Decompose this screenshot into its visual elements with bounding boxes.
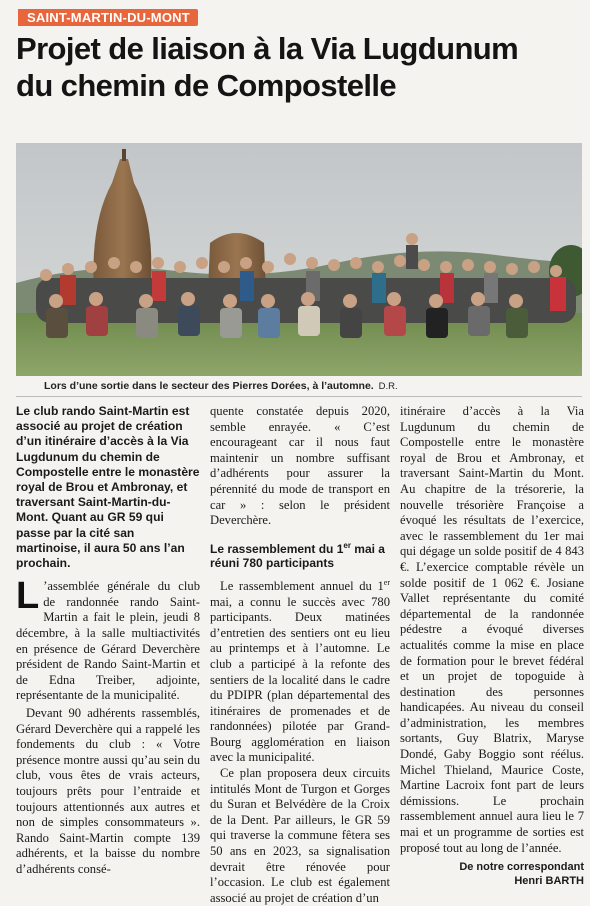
subheading-text-end: mai a réuni 780 participants <box>210 541 385 571</box>
divider <box>16 396 582 397</box>
dropcap: L <box>16 575 40 618</box>
headline <box>16 30 581 104</box>
byline-author: Henri BARTH <box>514 875 584 888</box>
photo-credit: D.R. <box>378 381 398 392</box>
photo-caption <box>44 380 564 392</box>
paragraph-3: Le rassemblement annuel du 1er mai, a connu le succès avec 780 participants. Deux matinées d’entretien des sentiers ont eu lieu au printemps et à l’automne. Le club a participé à la refonte des sentiers de la localité dans le cadre du PDIPR (plan départemental des itinéraires de promenades et de randonnées) pilotée par Grand-Bourg agglomération en liaison avec la municipalité. <box>210 577 390 765</box>
paragraph-2-continued: quente constatée depuis 2020, semble enrayée. « C’est encourageant car il nous faut maintenir un nombre suffisant d’adhérents pour assurer la pérennité du mode de transport en car » : selon le président Deverchère. <box>210 404 390 528</box>
paragraph-1-text: ’assemblée générale du club de randonnée rando Saint-Martin a fait le plein, jeudi 8 décembre, à la salle multiactivités en présence de Gérard Deverchère président de Rando Saint-Martin et de Edna Treiber, adjointe, représentante de la municipalité. <box>16 579 200 703</box>
group-photo <box>16 143 582 376</box>
paragraph-4-continued: itinéraire d’accès à la Via Lugdunum du chemin de Compostelle entre le monastère royal de Brou et Ambronay, et traversant Saint-Martin du Mont. Au chapitre de la trésorerie, la nouvelle trésorière Françoise a évoqué les résultats de l’exercice, avec le rassemblement du 1er mai qui dégage un solde positif de 4 843 €. L’exercice comptable révèle un solde positif de 1 062 €. Josiane Vallet représentante du comité départemental de la randonnée pédestre a évoqué diverses actualités comme la mise en place de formation pour le brevet fédéral et un projet de topoguide à destination des personnes handicapées. Au niveau du conseil d’administration, les membres sortants, Guy Blatrix, Maryse Dondé, Gaby Boggio sont réélus. Michel Thieland, Maurice Coste, Martine Lacroix font part de leurs démissions. Le prochain rassemblement annuel aura lieu le 7 mai et un programme de sorties est proposé tout au long de l’année. <box>400 404 584 855</box>
headline-line-1: Projet de liaison à la Via Lugdunum <box>16 31 519 66</box>
article-column-2 <box>210 404 390 906</box>
byline-role: De notre correspondant <box>459 861 584 874</box>
article-column-1 <box>16 404 200 878</box>
paragraph-4-start: Ce plan proposera deux circuits intitulés Mont de Turgon et Gorges du Suran et Belvédère de la Croix de la Dent. Par ailleurs, le GR 59 qui traverse la commune fêtera ses 50 ans en 2023, sa signalisation devrait être rénovée pour l’occasion. Le club est également associé au projet de création d’un <box>210 766 390 905</box>
article-column-3 <box>400 404 584 888</box>
paragraph-1 <box>16 575 200 704</box>
section-kicker: SAINT-MARTIN-DU-MONT <box>18 9 198 26</box>
caption-text: Lors d’une sortie dans le secteur des Pierres Dorées, à l’automne. <box>44 380 374 392</box>
article-lead: Le club rando Saint-Martin est associé au projet de création d’un itinéraire d’accès à la Via Lugdunum du chemin de Compostelle entre le monastère royal de Brou et Ambronay, et traversant Saint-Martin-du-Mont. Quant au GR 59 qui passe par la cité san martinoise, il aura 50 ans l’an prochain. <box>16 404 200 571</box>
paragraph-2-start: Devant 90 adhérents rassemblés, Gérard Deverchère qui a rappelé les fondements du club : « Votre présence montre aussi qu’au sein du club, vous êtes de vrais acteurs, toujours prêts pour l’entraide et toujours attentionnés aux autres et non de simples consommateurs ». Rando Saint-Martin compte 139 adhérents, et la baisse du nombre d’adhérents consé- <box>16 705 200 876</box>
byline <box>400 860 584 888</box>
subheading <box>210 539 390 571</box>
subheading-text: Le rassemblement du 1 <box>210 541 344 556</box>
headline-line-2: du chemin de Compostelle <box>16 68 397 103</box>
subheading-sup: er <box>343 540 351 550</box>
